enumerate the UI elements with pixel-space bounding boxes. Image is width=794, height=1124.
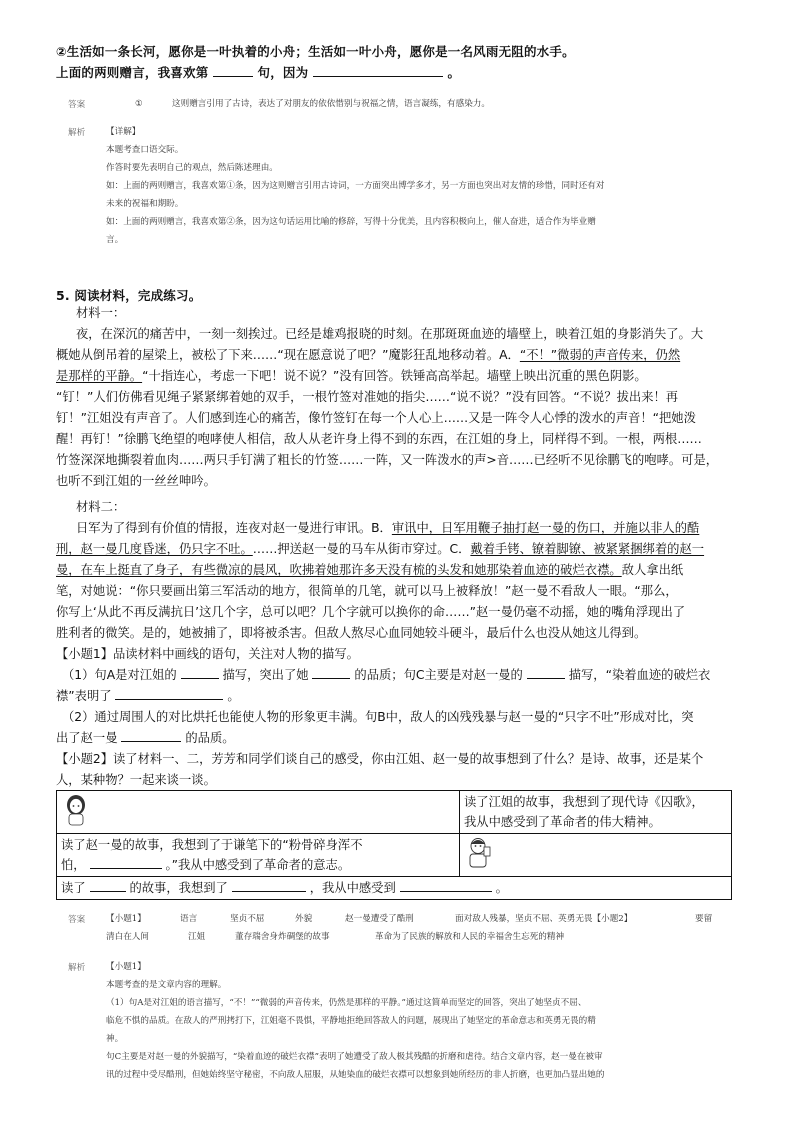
q5-answer-label: 答案 xyxy=(68,915,86,925)
m2-line: 你写上‘从此不再反满抗日’这几个字，总可以吧？几个字就可以换你的命……”赵一曼仍毫不动摇，她的嘴角浮现出了 xyxy=(56,605,686,619)
blank-b-quality[interactable] xyxy=(121,729,181,742)
m2-underlined-b: 审讯中，日军用鞭子抽打赵一曼的伤口，并施以非人的酷 xyxy=(391,521,700,535)
m1-line: 也听不到江姐的一丝丝呻吟。 xyxy=(56,474,216,488)
q5-answer-item: 赵一曼遭受了酷刑 xyxy=(345,914,414,924)
sub1-text: 的品质。 xyxy=(185,731,235,745)
m1-underlined-a: “不！”微弱的声音传来，仍然 xyxy=(519,348,681,362)
blank-a-description[interactable] xyxy=(181,666,219,679)
sub1-text: 描写，“染着血迹的破烂衣 xyxy=(568,668,711,682)
q5-answer-item: 清白在人间 xyxy=(106,932,149,942)
table-cell-zhaoyiman xyxy=(57,834,460,877)
q4-answer-label: 答案 xyxy=(68,100,86,110)
blank-thought[interactable] xyxy=(232,879,306,892)
m1-line: “钉！”人们仿佛看见绳子紧紧绑着她的双手，一根竹签对准她的指尖……“说不说？”没有回答。“不说？拔出来！再 xyxy=(56,390,679,404)
q5-analysis-line: 本题考查的是文章内容的理解。 xyxy=(106,980,227,990)
table-cell-free-answer xyxy=(57,877,732,900)
m2-text: ……押送赵一曼的马车从街市穿过。C． xyxy=(252,542,471,556)
table-text: 。”我从中感受到了革命者的意志。 xyxy=(165,858,351,872)
q5-answer-item: 外貌 xyxy=(295,914,313,924)
q4-line2 xyxy=(56,63,460,81)
sub1-text: （1）句A是对江姐的 xyxy=(62,668,177,682)
sub1-text: 的品质；句C主要是对赵一曼的 xyxy=(354,668,523,682)
q5-answer-item: 要留 xyxy=(695,914,713,924)
table-text: ，我从中感受到 xyxy=(309,881,396,895)
q4-answer-num: ① xyxy=(135,99,143,109)
q4-analysis-line: 本题考查口语交际。 xyxy=(106,145,184,155)
q5-answer-item: 董存瑞舍身炸碉堡的故事 xyxy=(235,932,330,942)
q5-title: 5. 阅读材料，完成练习。 xyxy=(56,288,202,303)
m2-underlined-c-end: 曼，在车上挺直了身子，有些微凉的晨风，吹拂着她那许多天没有梳的头发和她那染着血迹的破烂衣襟。 xyxy=(56,563,622,577)
material2-label: 材料二： xyxy=(76,500,126,514)
sub1-title: 【小题1】品读材料中画线的语句，关注对人物的描写。 xyxy=(56,647,359,661)
sub1-p1-line1 xyxy=(62,665,710,685)
m1-line xyxy=(56,345,680,365)
q4-blank-choice[interactable] xyxy=(213,64,253,77)
table-text: 读了赵一曼的故事，我想到了于谦笔下的“粉骨碎身浑不 xyxy=(61,838,363,852)
q5-answer-item: 坚贞不屈 xyxy=(230,914,265,924)
m2-underlined-b-end: 刑，赵一曼几度昏迷，仍只字不吐。 xyxy=(56,542,253,556)
girl-avatar-icon xyxy=(61,792,91,826)
q5-analysis-line: 临危不惧的品质。在敌人的严刑拷打下，江姐毫不畏惧，平静地拒绝回答敌人的问题，展现出了她坚定的革命意志和英勇无畏的精 xyxy=(106,1016,596,1026)
q4-analysis-line: 【详解】 xyxy=(106,127,141,137)
q5-answer-item: 江姐 xyxy=(188,932,206,942)
blank-a-quality[interactable] xyxy=(312,666,350,679)
boy-avatar-icon xyxy=(464,835,494,869)
m2-line: 胜利者的微笑。是的，她被捕了，即将被杀害。但敌人熬尽心血同她较斗硬斗，最后什么也没从她这儿得到。 xyxy=(56,626,647,640)
m1-line xyxy=(56,366,647,386)
sub1-text: 出了赵一曼 xyxy=(56,731,118,745)
blank-feeling[interactable] xyxy=(400,879,492,892)
table-text: 我从中感受到了革命者的伟大精神。 xyxy=(464,815,661,829)
sub1-p2-line2 xyxy=(56,728,235,748)
table-cell-avatar-girl xyxy=(57,791,460,834)
table-text: 读了 xyxy=(61,881,86,895)
table-text-line xyxy=(61,855,455,875)
answer-table xyxy=(56,790,732,900)
q5-analysis-line: 句C主要是对赵一曼的外貌描写，“染着血迹的破烂衣襟”表明了她遭受了敌人极其残酷的折磨和虐待。结合文章内容，赵一曼在被审 xyxy=(106,1052,603,1062)
m2-text: 日军为了得到有价值的情报，连夜对赵一曼进行审讯。B． xyxy=(76,521,392,535)
q4-answer-text: 这则赠言引用了古诗，表达了对朋友的依依惜别与祝福之情，语言凝练，有感染力。 xyxy=(172,99,490,109)
q5-answer-item: 面对敌人残暴，坚贞不屈、英勇无畏【小题2】 xyxy=(455,914,633,924)
m2-text: 敌人拿出纸 xyxy=(621,563,684,577)
q5-answer-item: 【小题1】 xyxy=(106,914,146,924)
sub1-p2-line1: （2）通过周围人的对比烘托也能使人物的形象更丰满。句B中，敌人的凶残残暴与赵一曼的“只字不吐”形成对比，突 xyxy=(62,710,694,724)
m1-underlined-a-end: 是那样的平静。 xyxy=(56,369,143,383)
q5-answer-item: 革命为了民族的解放和人民的幸福舍生忘死的精神 xyxy=(375,932,565,942)
m1-line: 夜，在深沉的痛苦中，一刻一刻挨过。已经是雄鸡报晓的时刻。在那斑斑血迹的墙壁上，映着江姐的身影消失了。大 xyxy=(76,327,704,341)
q4-analysis-label: 解析 xyxy=(68,128,86,138)
m1-text: “十指连心，考虑一下吧！说不说？”没有回答。铁锤高高举起。墙壁上映出沉重的黑色阴影。 xyxy=(142,369,647,383)
q5-analysis-line: 讯的过程中受尽酷刑，但她始终坚守秘密，不向敌人屈服，从她染血的破烂衣襟可以想象到她所经历的非人折磨，也更加凸显出她的 xyxy=(106,1070,605,1080)
m2-line xyxy=(56,539,704,559)
blank-poem-line[interactable] xyxy=(90,856,162,869)
sub1-text: 。 xyxy=(227,689,240,703)
blank-clothes-meaning[interactable] xyxy=(115,687,223,700)
q5-analysis-line: （1）句A是对江姐的语言描写，“不！”“微弱的声音传来，仍然是那样的平静。”通过这简单而坚定的回答，突出了她坚贞不屈、 xyxy=(106,998,587,1008)
m1-text: 概她从倒吊着的屋梁上，被松了下来……“现在愿意说了吧？”魔影狂乱地移动着。A． xyxy=(56,348,520,362)
material1-label: 材料一： xyxy=(76,306,126,320)
m1-line: 钉！”江姐没有声音了。人们感到连心的痛苦，像竹签钉在每一个人心上……又是一阵令人心悸的泼水的声音！“把她泼 xyxy=(56,411,696,425)
sub1-p1-line2 xyxy=(56,686,240,706)
q4-analysis-line: 未来的祝福和期盼。 xyxy=(106,199,184,209)
table-text: 读了江姐的故事，我想到了现代诗《囚歌》， xyxy=(464,795,704,809)
table-text: 怕， xyxy=(61,858,86,872)
table-text: 。 xyxy=(495,881,508,895)
q4-analysis-line: 如：上面的两则赠言，我喜欢第②条，因为这句话运用比喻的修辞，写得十分优美，且内容积极向上，催人奋进，适合作为毕业赠 xyxy=(106,217,596,227)
m1-line: 醒！再钉！”徐鹏飞绝望的咆哮使人相信，敌人从老许身上得不到的东西，在江姐的身上，同样得不到。一根，两根…… xyxy=(56,432,702,446)
sub2-title-line1: 【小题2】读了材料一、二，芳芳和同学们谈自己的感受，你由江姐、赵一曼的故事想到了什么？是诗、故事，还是某个 xyxy=(56,752,704,766)
q4-analysis-line: 言。 xyxy=(106,235,124,245)
q4-line2-text-a: 上面的两则赠言，我喜欢第 xyxy=(56,65,209,80)
q4-line2-text-b: 句，因为 xyxy=(257,65,309,80)
blank-story-person[interactable] xyxy=(90,879,126,892)
blank-c-description[interactable] xyxy=(527,666,565,679)
m2-underlined-c: 戴着手铐、镣着脚镣、被紧紧捆绑着的赵一 xyxy=(470,542,705,556)
m2-line xyxy=(56,560,683,580)
table-cell-avatar-boy xyxy=(460,834,732,877)
q5-analysis-line: 神。 xyxy=(106,1034,124,1044)
table-cell-jiangjie xyxy=(460,791,732,834)
q4-line1: ②生活如一条长河，愿你是一叶执着的小舟；生活如一叶小舟，愿你是一名风雨无阻的水手。 xyxy=(56,44,575,59)
q5-answer-item: 语言 xyxy=(180,914,198,924)
q4-line2-text-c: 。 xyxy=(447,65,461,80)
q4-blank-reason[interactable] xyxy=(313,64,443,77)
sub2-title-line2: 人，某种物？一起来谈一谈。 xyxy=(56,773,216,787)
m2-line xyxy=(76,518,699,538)
table-text: 的故事，我想到了 xyxy=(129,881,228,895)
q4-analysis-line: 作答时要先表明自己的观点，然后陈述理由。 xyxy=(106,163,278,173)
sub1-text: 描写，突出了她 xyxy=(222,668,309,682)
q5-analysis-line: 【小题1】 xyxy=(106,962,146,972)
m2-line: 笔，对她说：“你只要画出第三军活动的地方，很简单的几笔，就可以马上被释放！”赵一曼不看敌人一眼。“那么， xyxy=(56,584,678,598)
sub1-text: 襟”表明了 xyxy=(56,689,112,703)
q5-analysis-label: 解析 xyxy=(68,963,86,973)
q4-analysis-line: 如：上面的两则赠言，我喜欢第①条，因为这则赠言引用古诗词，一方面突出博学多才，另一方面也突出对友情的珍惜，同时还有对 xyxy=(106,181,605,191)
m1-line: 竹签深深地撕裂着血肉……两只手钉满了粗长的竹签……一阵，又一阵泼水的声>音……已经听不见徐鹏飞的咆哮。可是， xyxy=(56,453,719,467)
